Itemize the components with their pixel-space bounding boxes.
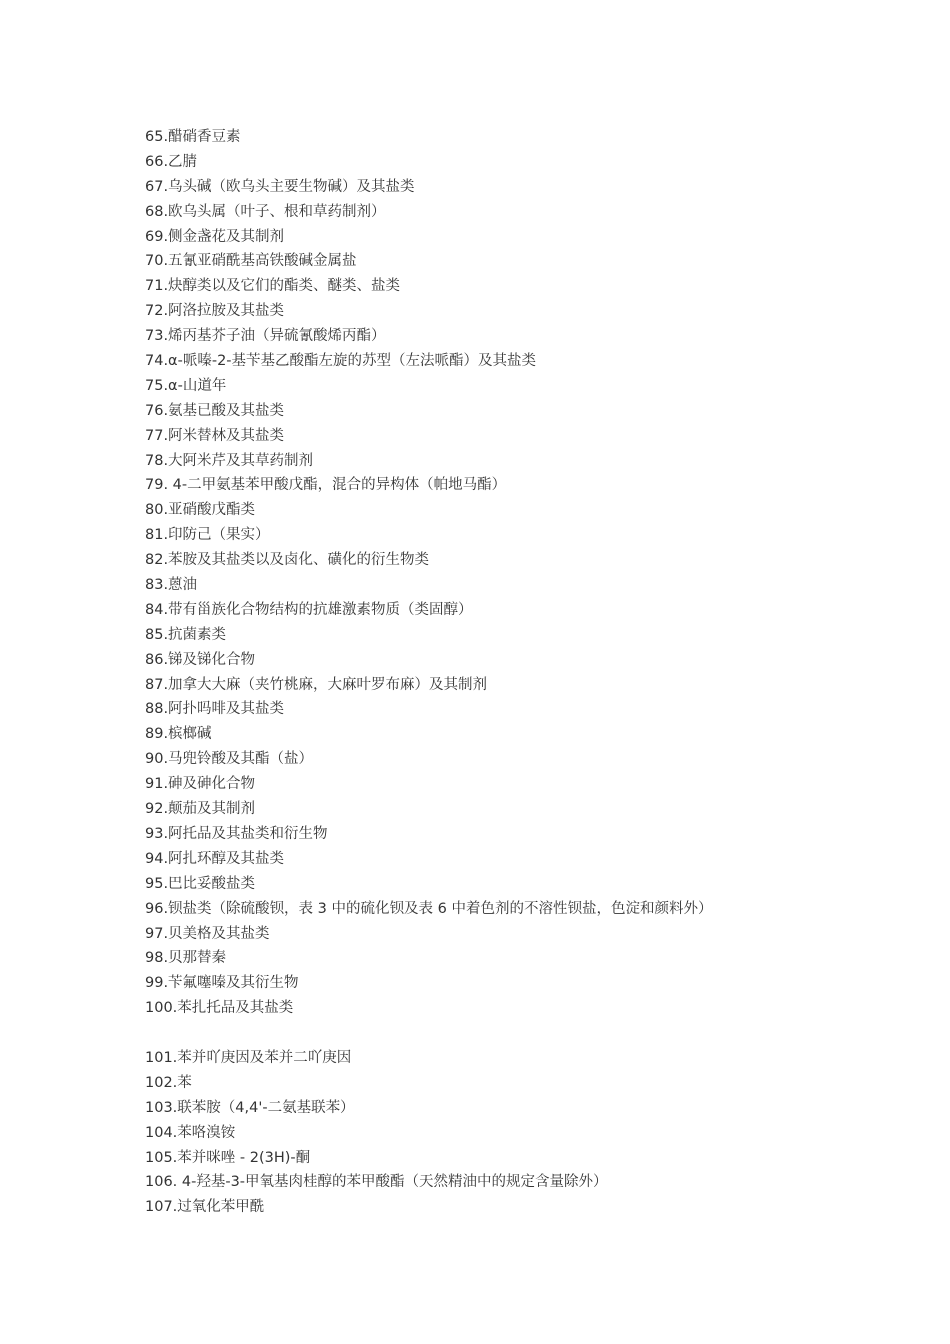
list-item: 80.亚硝酸戊酯类 [145,502,256,519]
list-item: 101.苯并吖庚因及苯并二吖庚因 [145,1049,352,1066]
list-item: 65.醋硝香豆素 [145,129,241,145]
list-item: 88.阿扑吗啡及其盐类 [145,701,285,718]
list-item: 79. 4-二甲氨基苯甲酸戊酯，混合的异构体（帕地马酯） [145,477,507,494]
list-item: 102.苯 [145,1074,192,1091]
list-item: 75.α-山道年 [145,377,227,394]
list-item: 73.烯丙基芥子油（异硫氰酸烯丙酯） [145,328,386,345]
list-item: 85.抗菌素类 [145,626,227,643]
list-item: 92.颠茄及其制剂 [145,801,256,818]
list-item: 90.马兜铃酸及其酯（盐） [145,751,314,768]
list-item: 87.加拿大大麻（夹竹桃麻，大麻叶罗布麻）及其制剂 [145,676,488,693]
list-item: 69.侧金盏花及其制剂 [145,228,285,245]
list-item: 72.阿洛拉胺及其盐类 [145,303,285,320]
list-item: 96.钡盐类（除硫酸钡，表 3 中的硫化钡及表 6 中着色剂的不溶性钡盐，色淀和颜料外） [145,900,713,917]
list-item: 86.锑及锑化合物 [145,651,256,668]
list-item: 74.α-哌嗪-2-基苄基乙酸酯左旋的苏型（左法哌酯）及其盐类 [145,353,537,370]
list-item: 98.贝那替秦 [145,950,227,967]
list-item: 71.炔醇类以及它们的酯类、醚类、盐类 [145,278,401,295]
list-item: 100.苯扎托品及其盐类 [145,1000,294,1017]
list-item: 77.阿米替林及其盐类 [145,427,285,444]
list-item: 70.五氰亚硝酰基高铁酸碱金属盐 [145,253,357,270]
list-item: 82.苯胺及其盐类以及卤化、磺化的衍生物类 [145,552,430,569]
list-item: 94.阿扎环醇及其盐类 [145,850,285,867]
list-item: 76.氨基已酸及其盐类 [145,402,285,419]
list-item: 99.苄氟噻嗪及其衍生物 [145,975,299,992]
substance-list [145,125,712,1220]
list-item: 91.砷及砷化合物 [145,776,256,793]
list-item: 93.阿托品及其盐类和衍生物 [145,825,328,842]
list-item: 107.过氧化苯甲酰 [145,1199,265,1216]
list-item: 67.乌头碱（欧乌头主要生物碱）及其盐类 [145,178,415,195]
list-item: 104.苯咯溴铵 [145,1124,236,1141]
list-item: 95.巴比妥酸盐类 [145,875,256,892]
list-item: 97.贝美格及其盐类 [145,925,270,942]
list-item: 81.印防己（果实） [145,527,270,544]
list-item: 68.欧乌头属（叶子、根和草药制剂） [145,203,386,220]
list-item: 106. 4-羟基-3-甲氧基肉桂醇的苯甲酸酯（天然精油中的规定含量除外） [145,1174,608,1191]
list-item: 66.乙腈 [145,153,198,170]
list-item: 83.蒽油 [145,577,198,594]
list-item: 89.槟榔碱 [145,726,212,743]
list-item: 78.大阿米芹及其草药制剂 [145,452,314,469]
list-item: 103.联苯胺（4,4'-二氨基联苯） [145,1099,355,1116]
list-item: 105.苯并咪唑 - 2(3H)-酮 [145,1149,311,1166]
list-item: 84.带有甾族化合物结构的抗雄激素物质（类固醇） [145,601,473,618]
